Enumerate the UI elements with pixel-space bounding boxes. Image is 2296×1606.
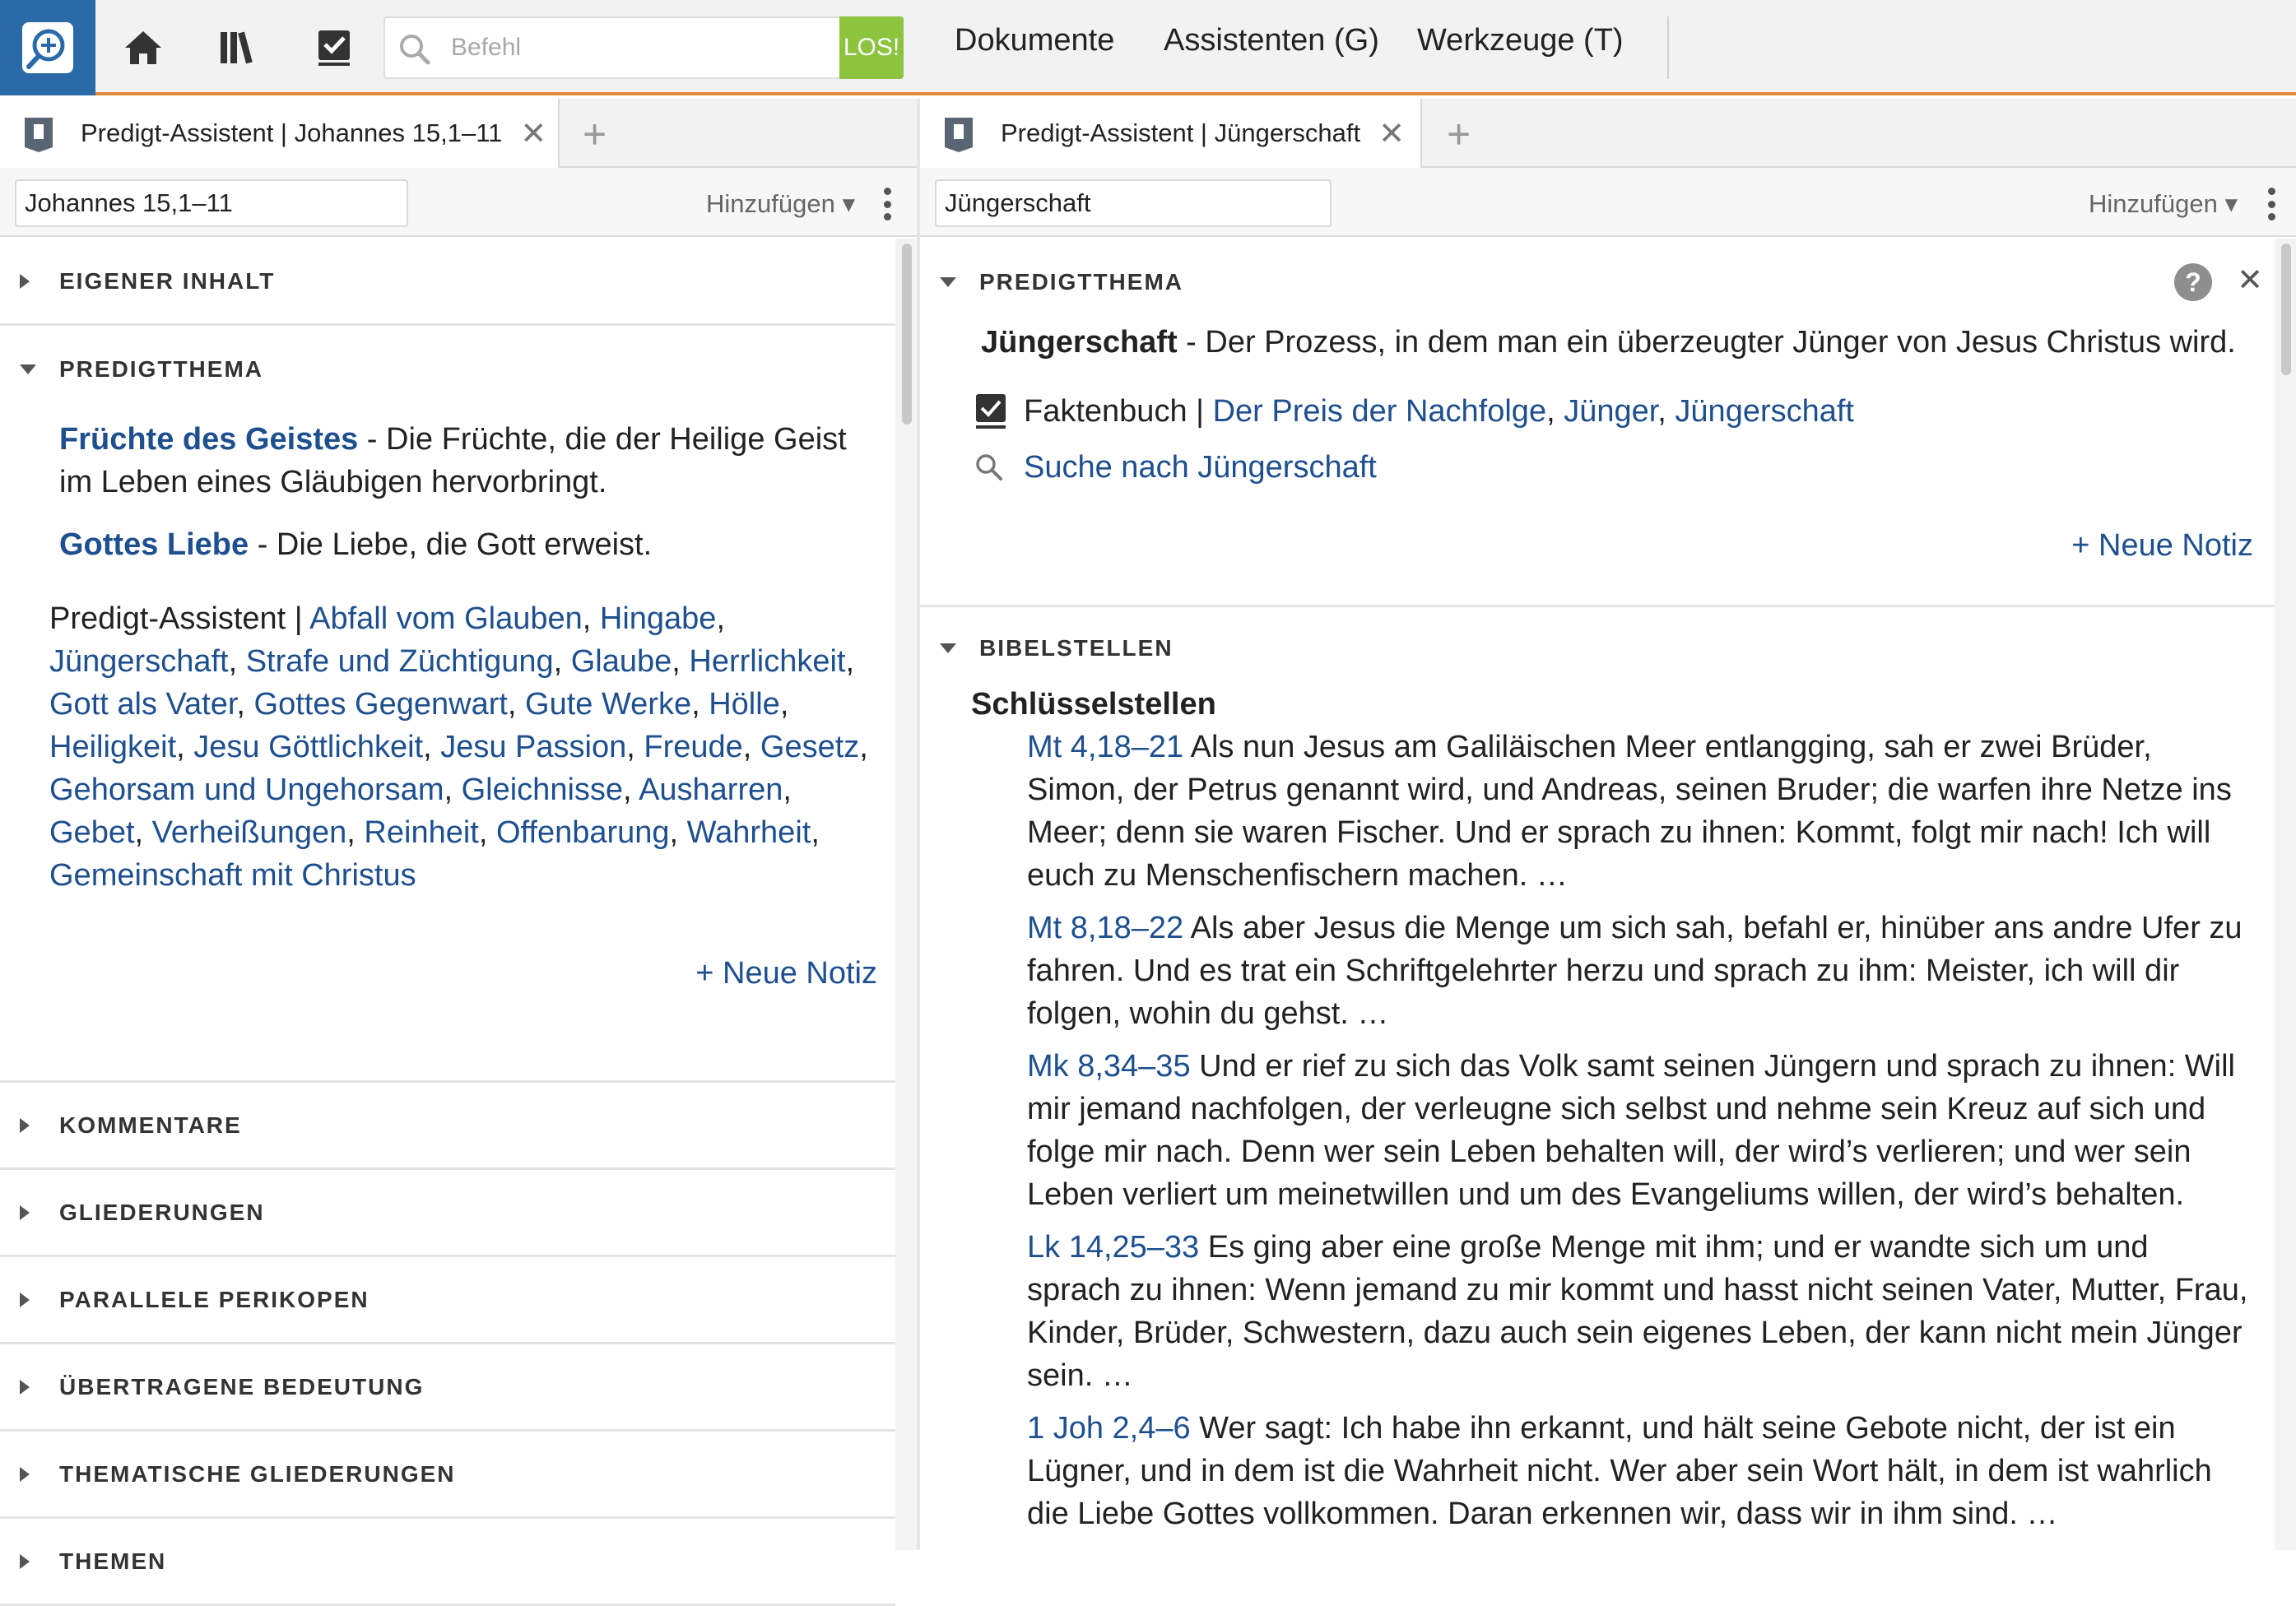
theme-entry: [59, 418, 882, 504]
checklist-button[interactable]: [304, 18, 364, 77]
expand-icon: [20, 274, 30, 289]
section-label: BIBELSTELLEN: [979, 635, 1174, 661]
verse-entry: [1027, 1226, 2250, 1397]
related-guides-list: Predigt-Assistent | Abfall vom Glauben, Hingabe, Jüngerschaft, Strafe und Züchtigung, Glaube, Herrlichkeit, Gott als Vater, Gottes Gegenwart, Gute Werke, Hölle, Heiligkeit, Jesu Göttlichkeit, Jesu Passion, Freude, Gesetz, Gehorsam und Ungehorsam, Gleichnisse, Ausharren, Gebet, Verheißungen, Reinheit, Offenbarung, Wahrheit, Gemeinschaft mit Christus: [49, 601, 868, 893]
related-guide-link[interactable]: Abfall vom Glauben: [309, 601, 583, 636]
related-guide-link[interactable]: Ausharren: [639, 773, 783, 807]
section-eigener-inhalt[interactable]: [0, 239, 895, 326]
right-reference-input[interactable]: [935, 179, 1332, 227]
definition-desc: - Der Prozess, in dem man ein überzeugter Jünger von Jesus Christus wird.: [1177, 325, 2236, 360]
verse-entry: [1027, 726, 2250, 897]
factbook-link[interactable]: Der Preis der Nachfolge: [1212, 394, 1547, 429]
library-icon: [218, 27, 263, 68]
section-label: THEMEN: [59, 1548, 167, 1574]
predigtthema-body: [920, 326, 2275, 607]
sermon-guide-icon: [21, 114, 56, 152]
verse-text: Als aber Jesus die Menge um sich sah, befahl er, hinüber ans andre Ufer zu fahren. Und es trat ein Schriftgelehrter herzu und sprach zu ihm: Meister, ich will dir folgen, wohin du gehst. …: [1027, 911, 2243, 1031]
predigtthema-body: [0, 413, 895, 1083]
factbook-icon: [974, 392, 1009, 430]
related-guide-link[interactable]: Gebet: [49, 815, 135, 850]
right-panel-toolbar: [920, 168, 2296, 237]
search-icon: [395, 30, 435, 69]
verse-text: Und er rief zu sich das Volk samt seinen Jüngern und sprach zu ihnen: Will mir jemand nachfolgen, der verleugne sich selbst und nehme sein Kreuz auf sich und folge mir nach. Denn wer sein Leben behalten will, der wird’s verlieren; und wer sein Leben verliert um meinetwillen und um des Evangeliums willen, der wird’s behalten.: [1027, 1049, 2235, 1212]
verse-text: Als nun Jesus am Galiläischen Meer entlangging, sah er zwei Brüder, Simon, der Petrus genannt wird, und Andreas, seinen Bruder; die warfen ihre Netze ins Meer; denn sie waren Fischer. Und er sprach zu ihnen: Kommt, folgt mir nach! Ich will euch zu Menschenfischern machen. …: [1027, 730, 2232, 893]
left-tab-close-icon[interactable]: ✕: [520, 116, 547, 151]
related-guide-link[interactable]: Freude: [644, 730, 743, 764]
command-input[interactable]: [444, 18, 831, 77]
related-guide-link[interactable]: Glaube: [570, 644, 672, 679]
verse-reference-link[interactable]: 1 Joh 2,4–6: [1027, 1411, 1191, 1446]
related-prefix: Predigt-Assistent |: [49, 601, 310, 636]
left-tab[interactable]: [0, 99, 560, 168]
toolbar-divider: [1667, 16, 1669, 79]
related-guide-link[interactable]: Jesu Göttlichkeit: [193, 730, 424, 764]
related-guide-link[interactable]: Wahrheit: [686, 815, 811, 850]
section-label: PREDIGTTHEMA: [979, 269, 1183, 295]
right-tab-title: Predigt-Assistent | Jüngerschaft: [1001, 118, 1361, 147]
theme-desc: - Die Liebe, die Gott erweist.: [249, 527, 653, 562]
right-more-icon[interactable]: [2261, 184, 2281, 224]
sermon-guide-icon: [941, 114, 976, 152]
help-icon[interactable]: ?: [2174, 263, 2212, 301]
verse-text: Wer sagt: Ich habe ihn erkannt, und hält seine Gebote nicht, der ist ein Lügner, und in dem ist die Wahrheit nicht. Wer aber sein Wort hält, in dem ist wahrlich die Liebe Gottes vollkommen. Daran erkennen wir, dass wir in ihm sind. …: [1027, 1411, 2212, 1531]
verse-entry: [1027, 1407, 2250, 1535]
definition-term: Jüngerschaft: [981, 325, 1178, 360]
right-scroll-thumb[interactable]: [2281, 244, 2291, 375]
expand-icon: [20, 1380, 30, 1395]
right-tab-close-icon[interactable]: ✕: [1378, 116, 1405, 151]
factbook-link[interactable]: Jüngerschaft: [1675, 394, 1854, 429]
search-link[interactable]: Suche nach Jüngerschaft: [1024, 450, 1377, 485]
search-icon: [973, 451, 1006, 484]
related-guide-link[interactable]: Jesu Passion: [440, 730, 627, 764]
collapsed-section[interactable]: [0, 1432, 895, 1519]
related-guide-link[interactable]: Gleichnisse: [461, 773, 624, 807]
section-label: PREDIGTTHEMA: [59, 356, 263, 382]
collapsed-sections: [0, 1083, 895, 1606]
home-button[interactable]: [114, 18, 173, 77]
collapse-icon: [940, 277, 956, 287]
related-guide-link[interactable]: Hingabe: [599, 601, 717, 636]
section-label: GLIEDERUNGEN: [59, 1199, 265, 1225]
left-reference-input[interactable]: [15, 179, 408, 227]
menu-guides[interactable]: Assistenten (G): [1164, 23, 1379, 58]
command-box: [383, 16, 904, 79]
verse-text: Es ging aber eine große Menge mit ihm; und er wandte sich um und sprach zu ihnen: Wenn jemand zu mir kommt und hasst nicht seinen Vater, Mutter, Frau, Kinder, Brüder, Schwestern, dazu auch sein eigenes Leben, der kann nicht mein Jünger sein. …: [1027, 1230, 2248, 1393]
related-guide-link[interactable]: Hölle: [709, 687, 780, 722]
right-scrollbar[interactable]: [2275, 239, 2296, 1550]
left-panel-toolbar: [0, 168, 917, 237]
verse-reference-link[interactable]: Lk 14,25–33: [1027, 1230, 1200, 1265]
expand-icon: [20, 1293, 30, 1307]
app-logo-button[interactable]: [0, 0, 95, 95]
bibelstellen-body: [920, 683, 2275, 1535]
main-toolbar: [0, 0, 2296, 95]
collapsed-section[interactable]: [0, 1083, 895, 1170]
related-guide-link[interactable]: Gehorsam und Ungehorsam: [49, 773, 444, 807]
related-guide-link[interactable]: Heiligkeit: [49, 730, 177, 764]
related-guide-link[interactable]: Gute Werke: [525, 687, 692, 722]
section-label: EIGENER INHALT: [59, 267, 276, 294]
new-note-button[interactable]: + Neue Notiz: [2071, 528, 2253, 563]
checklist-icon: [314, 27, 355, 68]
left-scrollbar[interactable]: [895, 239, 917, 1550]
right-tab-add-icon[interactable]: +: [1447, 111, 1471, 157]
verse-entry: [1027, 1045, 2250, 1216]
section-label: THEMATISCHE GLIEDERUNGEN: [59, 1460, 456, 1487]
right-content: [920, 239, 2275, 1550]
collapse-icon: [20, 364, 36, 374]
collapsed-section[interactable]: [0, 1344, 895, 1432]
home-icon: [123, 27, 164, 68]
theme-link[interactable]: Früchte des Geistes: [59, 422, 359, 457]
right-add-dropdown[interactable]: Hinzufügen ▾: [2089, 189, 2238, 218]
related-guide-link[interactable]: Gesetz: [760, 730, 860, 764]
menu-tools[interactable]: Werkzeuge (T): [1417, 23, 1624, 58]
right-tab[interactable]: [920, 99, 1422, 168]
factbook-row: [974, 390, 1854, 433]
collapse-icon: [940, 643, 956, 653]
left-tabbar: [0, 99, 917, 168]
right-tabbar: [920, 99, 2296, 168]
related-guide-link[interactable]: Jüngerschaft: [49, 644, 229, 679]
section-label: ÜBERTRAGENE BEDEUTUNG: [59, 1373, 425, 1399]
expand-icon: [20, 1467, 30, 1482]
collapsed-section[interactable]: [0, 1519, 895, 1606]
related-guide-link[interactable]: Offenbarung: [495, 815, 670, 850]
related-guide-link[interactable]: Reinheit: [364, 815, 479, 850]
verse-reference-link[interactable]: Mk 8,34–35: [1027, 1049, 1191, 1084]
factbook-label: Faktenbuch |: [1024, 394, 1213, 429]
related-guide-link[interactable]: Verheißungen: [151, 815, 347, 850]
left-panel: [0, 99, 917, 1574]
left-tab-add-icon[interactable]: +: [583, 111, 607, 157]
expand-icon: [20, 1205, 30, 1220]
factbook-line: Faktenbuch | Der Preis der Nachfolge, Jünger, Jüngerschaft: [1024, 394, 1854, 429]
library-button[interactable]: [211, 18, 270, 77]
right-panel: [920, 99, 2296, 1550]
definition: [981, 321, 2265, 364]
verse-entry: [1027, 907, 2250, 1035]
expand-icon: [20, 1554, 30, 1569]
left-add-dropdown[interactable]: Hinzufügen ▾: [706, 189, 856, 218]
left-content: [0, 239, 895, 1574]
left-more-icon[interactable]: [877, 184, 897, 224]
section-bibelstellen[interactable]: [920, 607, 2275, 689]
theme-link[interactable]: Gottes Liebe: [59, 527, 249, 562]
section-predigtthema[interactable]: [0, 326, 895, 413]
search-row: [973, 446, 1377, 489]
section-label: PARALLELE PERIKOPEN: [59, 1286, 369, 1312]
verse-list: [971, 726, 2250, 1535]
key-passages-title: Schlüsselstellen: [971, 687, 1216, 722]
theme-desc: - Die Früchte, die der Heilige Geist im Leben eines Gläubigen hervorbringt.: [59, 422, 847, 499]
factbook-link[interactable]: Jünger: [1564, 394, 1658, 429]
related-guide-link[interactable]: Herrlichkeit: [689, 644, 846, 679]
collapsed-section[interactable]: [0, 1257, 895, 1344]
logo-search-icon: [19, 19, 77, 77]
related-guide-link[interactable]: Gott als Vater: [49, 687, 237, 722]
go-button[interactable]: LOS!: [839, 16, 904, 79]
verse-reference-link[interactable]: Mt 8,18–22: [1027, 911, 1184, 945]
close-section-icon[interactable]: ✕: [2237, 263, 2263, 298]
verse-reference-link[interactable]: Mt 4,18–21: [1027, 730, 1184, 764]
related-guide-link[interactable]: Gottes Gegenwart: [253, 687, 508, 722]
left-scroll-thumb[interactable]: [902, 244, 912, 425]
section-predigtthema[interactable]: [920, 239, 2275, 326]
menu-documents[interactable]: Dokumente: [955, 23, 1115, 58]
section-label: KOMMENTARE: [59, 1112, 242, 1138]
related-guide-link[interactable]: Strafe und Züchtigung: [245, 644, 554, 679]
related-guide-link[interactable]: Gemeinschaft mit Christus: [49, 858, 416, 893]
collapsed-section[interactable]: [0, 1170, 895, 1257]
new-note-button[interactable]: + Neue Notiz: [695, 956, 877, 991]
left-tab-title: Predigt-Assistent | Johannes 15,1–11: [81, 118, 503, 147]
theme-entry: [59, 523, 882, 566]
expand-icon: [20, 1118, 30, 1133]
